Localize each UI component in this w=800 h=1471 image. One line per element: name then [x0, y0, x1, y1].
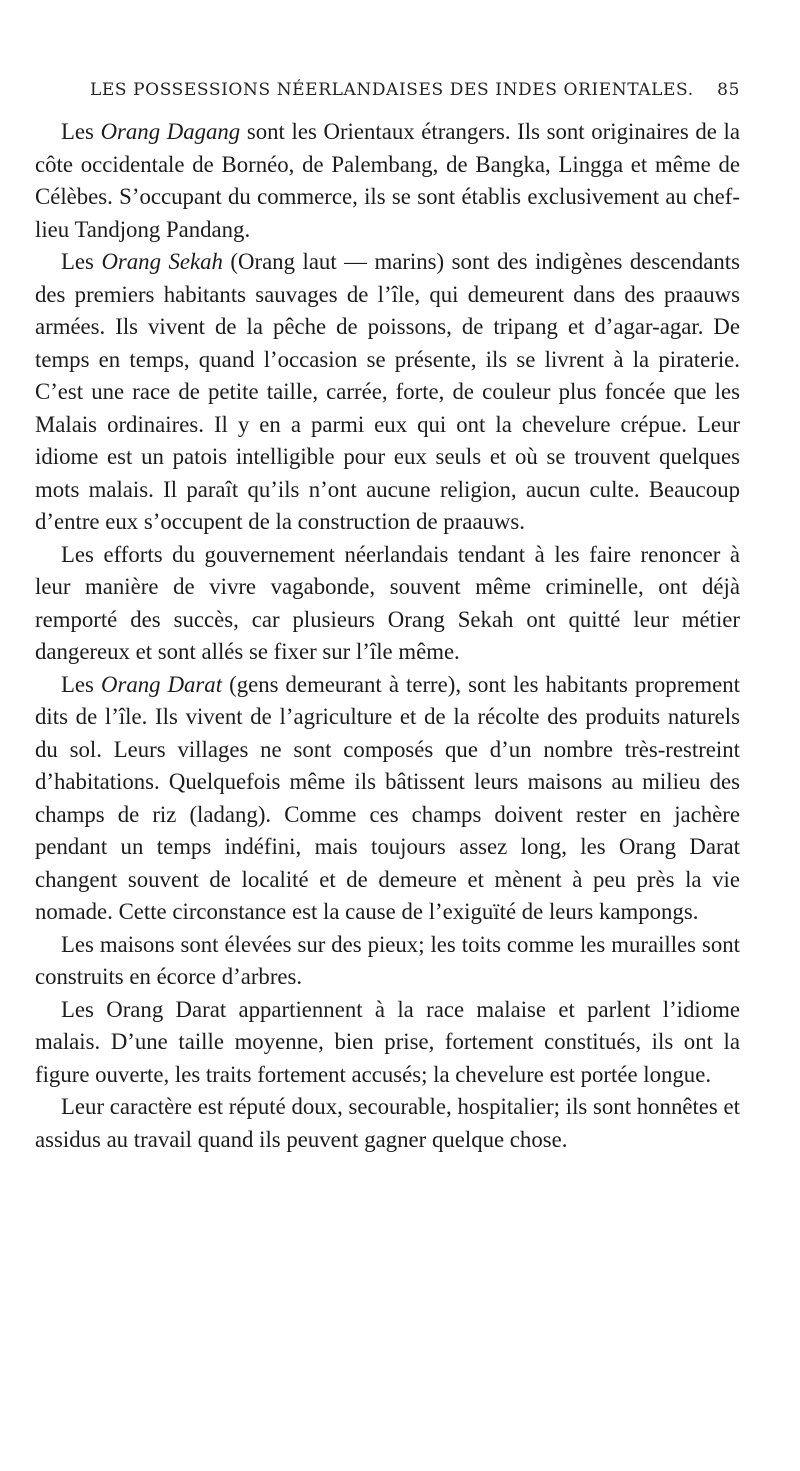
running-header [90, 80, 740, 108]
paragraph-text: Les maisons sont élevées sur des pieux; les toits comme les murailles sont construits en écorce d’arbres. [35, 931, 740, 989]
paragraph-character [35, 1091, 740, 1156]
paragraph-lead: Les [61, 249, 94, 274]
paragraph-race [35, 994, 740, 1092]
page-number: 85 [717, 80, 740, 100]
body-text [35, 116, 740, 1156]
paragraph-government-efforts [35, 539, 740, 669]
paragraph-orang-dagang [35, 116, 740, 246]
paragraph-text: Les Orang Darat appartiennent à la race malaise et parlent l’idiome malais. D’une taille moyenne, bien prise, fortement constitués, ils ont la figure ouverte, les traits fortement accusés; la chevelure est portée longue. [35, 996, 740, 1087]
term-orang-sekah: Orang Sekah [101, 249, 223, 274]
paragraph-orang-sekah [35, 246, 740, 539]
paragraph-lead: Les [61, 119, 94, 144]
paragraph-lead: Les [61, 671, 94, 697]
paragraph-text: Leur caractère est réputé doux, secourable, hospitalier; ils sont honnêtes et assidus au travail quand ils peuvent gagner quelque chose. [35, 1094, 740, 1152]
running-title: LES POSSESSIONS NÉERLANDAISES DES INDES ORIENTALES. [90, 80, 694, 100]
paragraph-text: Les efforts du gouvernement néerlandais tendant à les faire renoncer à leur manière de vivre vagabonde, souvent même criminelle, ont déjà remporté des succès, car plusieurs Orang Sekah ont quitté leur métier dangereux et sont allés se fixer sur l’île même. [35, 541, 740, 664]
paragraph-houses [35, 929, 740, 994]
paragraph-orang-darat [35, 669, 740, 929]
paragraph-text: (gens demeurant à terre), sont les habitants proprement dits de l’île. Ils vivent de l’agriculture et de la récolte des produits naturels du sol. Leurs villages ne sont composés que d’un nombre très-restreint d’habitations. Quelquefois même ils bâtissent leurs maisons au milieu des champs de riz (ladang). Comme ces champs doivent rester en jachère pendant un temps indéfini, mais toujours assez long, les Orang Darat changent souvent de localité et de demeure et mènent à peu près la vie nomade. Cette circonstance est la cause de l’exiguïté de leurs kampongs. [35, 671, 740, 924]
term-orang-darat: Orang Darat [100, 671, 223, 697]
paragraph-text: sont les Orientaux étrangers. Ils sont originaires de la côte occidentale de Bornéo, de Palembang, de Bangka, Lingga et même de Célèbes. S’occupant du commerce, ils se sont établis exclusivement au chef-lieu Tandjong Pandang. [35, 119, 741, 242]
paragraph-text: (Orang laut — marins) sont des indigènes descendants des premiers habitants sauvages de l’île, qui demeurent dans des praauws armées. Ils vivent de la pêche de poissons, de tripang et d’agar-agar. De temps en temps, quand l’occasion se présente, ils se livrent à la piraterie. C’est une race de petite taille, carrée, forte, de couleur plus foncée que les Malais ordinaires. Il y en a parmi eux qui ont la chevelure crépue. Leur idiome est un patois intelligible pour eux seuls et où se trouvent quelques mots malais. Il paraît qu’ils n’ont aucune religion, aucun culte. Beaucoup d’entre eux s’occupent de la construction de praauws. [35, 249, 741, 534]
term-orang-dagang: Orang Dagang [100, 119, 241, 144]
